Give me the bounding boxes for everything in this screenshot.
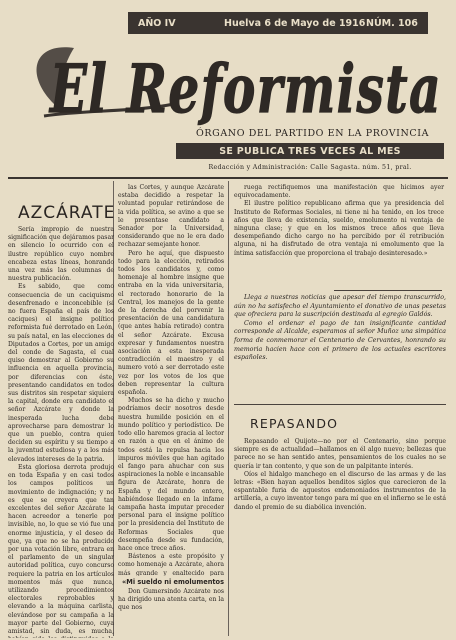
masthead-logo-icon xyxy=(14,34,444,126)
paragraph: Como el ordenar el pago de tan insignificante cantidad corresponde al Alcalde, esperamos al señor Muñoz una simpática forma de conmemorar el Centenario de Cervantes, honrando su memoria hacien hace con el primero de los actuales escritores españoles. xyxy=(234,319,446,362)
paragraph: las Cortes, y aunque Azcárate estaba decidido a respetar la voluntad popular retirándose de la vida política, se avino a que se le presentase candidato a Senador por la Universidad, considerando que no le era dado rechazar semejante honor. xyxy=(118,184,224,249)
masthead-subtitle: ÓRGANO DEL PARTIDO EN LA PROVINCIA xyxy=(196,128,430,139)
masthead-top-band xyxy=(128,12,428,34)
paragraph: Es sabido, que como consecuencia de un caciquismo desenfrenado e inconcebible (si no fuera España el país de los caciques) el insigne político reformista fué derrotado en León, su país natal, en las elecciones de Diputados a Cortes, por un amigo del conde de Sagasta, el cual quiso demostrar al Gobierno su influencia en aquella provincia, por diferencias con éste, presentando candidatos en todos sus distritos sin respetar siquiera la capital, donde era candidato el señor Azcárate y donde la inesperada lucha debe aprovecharse para demostrar lo que un pueblo, contra quien deciden su espíritu y su tiempo a la juventud estudiosa y a los más elevados intereses de la patria. xyxy=(8,283,114,463)
paragraph: Pero he aquí, que dispuesto todo para la elección, retirados todos los candidatos y, como homenaje al hombre insigne que entraba en la vida universitaria, el rectorado honorario de la Central, los manejos de la gente de la derecha del porvenir la presentación de una candidatura (que antes había retirado) contra el señor Azcárate. Excusa expresar y fundamentos nuestra asociación a esta inesperada contradicción el maestro y el numero votó a ser derrotado este vez por los votos de los que deben representar la cultura española. xyxy=(118,249,224,397)
redaccion-address: Redacción y Administración: Calle Sagasta. núm. 51, pral. xyxy=(208,164,412,171)
column-3-top xyxy=(234,184,446,288)
paragraph: Bástenos a este propósito y como homenaje a Azcárate, ahora más grande y enaltecido para xyxy=(118,553,224,576)
article-headline-azcarate: AZCÁRATE xyxy=(18,203,116,223)
masthead-title: El Reformista xyxy=(48,50,443,126)
publication-frequency: SE PUBLICA TRES VECES AL MES xyxy=(176,143,444,159)
column-1 xyxy=(8,226,114,638)
masthead-rule xyxy=(8,177,448,179)
column-2-tail xyxy=(118,588,224,638)
article-headline-repasando: REPASANDO xyxy=(250,416,339,431)
paragraph: Muchos se ha dicho y mucho podríamos decir nosotros desde nuestra humilde posición en el mundo político y periodístico. De todo ello haremos gracia al lector en razón a que en el ánimo de todos está la repulsa hacia los impuros móviles que han agitado el fango para ahuchar con sus aspiraciones la noble e incansable figura de Azcárate, honra de España y del mundo entero, habiéndose llegado en la infame campaña hasta imputar preceder personal para el insigne político por la presidencia del Instituto de Reformas Sociales que desempeña desde su fundación, hace once trece años. xyxy=(118,397,224,552)
issue-year: AÑO IV xyxy=(138,17,176,29)
box-rule-top xyxy=(334,290,442,291)
paragraph: Repasando el Quijote—no por el Centenario, sino porque siempre es de actualidad—hallamos en él algo nuevo; bellezas que parece no se han sentido antes, pensamientos de los cuales no se quería ir tan contento, y que son de un palpitante interés. xyxy=(234,438,446,470)
paragraph: El ilustre político republicano afirma que ya presidencia del Instituto de Reformas Sociales, ni tiene ni ha tenido, en los trece años que lleva de existencia, sueldo, emolumento ni ventaja de ninguna clase; y que en los mismos trece años que lleva desempeñando dicho cargo no ha percibido por él retribución alguna, ni ha disfrutado de otra ventaja ni emolumento que la íntima satisfacción que proporciona el trabajo desinteresado.» xyxy=(234,200,444,257)
box-rule-bottom xyxy=(234,404,446,405)
subhead-sueldo: «Mi sueldo ni emolumentos xyxy=(122,578,224,586)
paragraph: Esta gloriosa derrota produjo en toda España y en casi todos los campos políticos un movimiento de indignación; y no es que se creyera que tan excelentes del señor Azcárate le hacen acreedor a tenerle por invisible, no, lo que se vió fue una enorme injusticia, y el deseo de que, ya que no se ha producido por una votación libre, entrara en el parlamento de un singular autoridad política, cuyo concurso requiere la patria en los artículos momentos más que nunca, utilizando procedimientos electorales reprobables y elevando a la máquina carlista, elevándose por su campaña a la mayor parte del Gobierno, cuya amistad, sin duda, es mucha, xyxy=(8,463,114,635)
column-3-bottom xyxy=(234,438,446,638)
paragraph: Oíos el hidalgo manchego en el discurso de las armas y de las letras: «Bien hayan aquellos benditos siglos que carecieron de la espantable furia de aquestos endemoniados instrumentos de la artillería, a cuyo inventor tengo para mí que en el infierno se le está dando el premio de su diabólica invención. xyxy=(234,470,446,511)
boxed-notice xyxy=(234,294,446,363)
issue-number: NÚM. 106 xyxy=(366,17,418,29)
paragraph: Don Gumersindo Azcárate nos ha dirigido una atenta carta, en la que nos xyxy=(118,588,224,612)
paragraph: ruega rectifiquemos una manifestación que hicimos ayer equivocadamente. xyxy=(234,184,444,200)
paragraph: Sería impropio de nuestra significación que dejáramos pasar en silencio lo ocurrido con el ilustre repúblico cuyo nombre encabeza estas líneas, honrando una vez más las columnas de nuestra publicación. xyxy=(8,226,114,283)
column-rule xyxy=(228,181,229,636)
paragraph: Llega a nuestras noticias que apesar del tiempo transcurrido, aún no ha satisfecho el Ayuntamiento el donativo de unas pesetas que ofreciera para la suscripción destinada al egregio Galdós. xyxy=(234,294,446,319)
column-2 xyxy=(118,184,224,576)
issue-date: Huelva 6 de Mayo de 1916 xyxy=(224,17,366,29)
